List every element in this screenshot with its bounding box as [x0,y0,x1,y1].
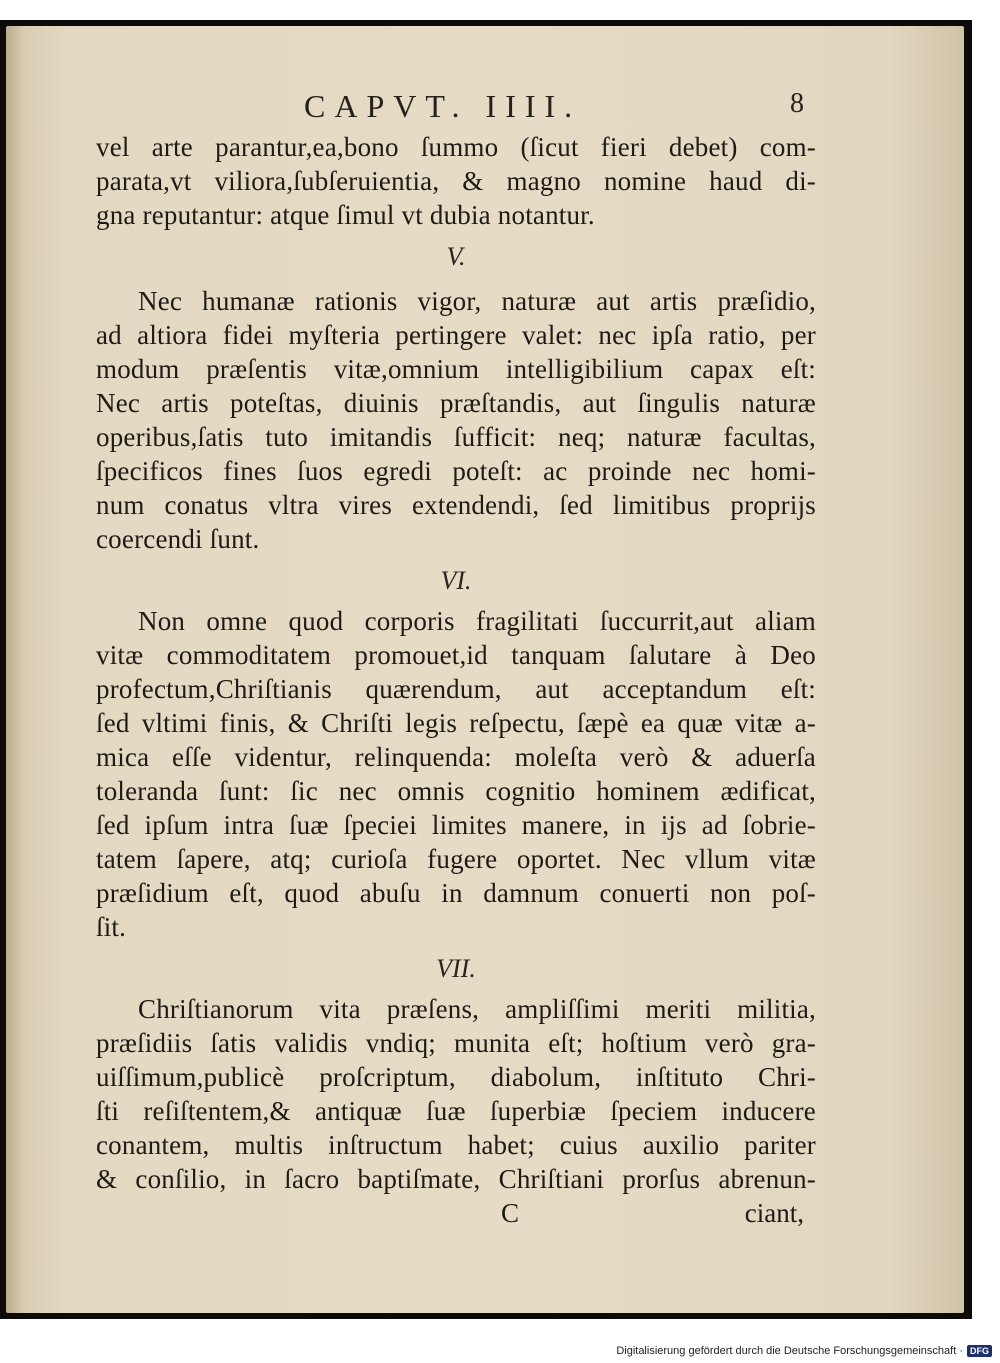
section-heading: VII. [436,954,476,983]
text-line: tatem ſapere, atq; curioſa fugere oportet. Nec vllum vitæ [96,844,816,874]
digitization-credit [616,1339,1000,1363]
page-number: 8 [790,88,804,119]
text-line: conantem, multis inſtructum habet; cuius auxilio pariter [96,1130,816,1160]
text-line: parata,vt viliora,ſubſeruientia, & magno nomine haud di- [96,166,816,196]
page-footer [96,1196,816,1230]
text-line: operibus,ſatis tuto imitandis ſufficit: neq; naturæ facultas, [96,422,816,452]
text-line: ſed ipſum intra ſuæ ſpeciei limites manere, in ijs ad ſobrie- [96,810,816,840]
text-line: vel arte parantur,ea,bono ſummo (ſicut fieri debet) com- [96,132,816,162]
text-line: uiſſimum,publicè proſcriptum, diabolum, inſtituto Chri- [96,1062,816,1092]
text-line: toleranda ſunt: ſic nec omnis cognitio hominem ædificat, [96,776,816,806]
text-line: ſti reſiſtentem,& antiquæ ſuæ ſuperbiæ ſpeciem inducere [96,1096,816,1126]
section-heading: VI. [440,566,472,595]
text-line: præſidiis ſatis validis vndiq; munita eſt; hoſtium verò gra- [96,1028,816,1058]
scan-frame [0,20,972,1319]
text-line: ad altiora fidei myſteria pertingere valet: nec ipſa ratio, per [96,320,816,350]
catchword: ciant, [744,1198,804,1228]
text-line: Nec artis poteſtas, diuinis præſtandis, aut ſingulis naturæ [96,388,816,418]
text-line: Non omne quod corporis fragilitati ſuccurrit,aut aliam [138,606,816,636]
dfg-logo-icon: DFG [967,1345,992,1357]
text-line: ſpecificos fines ſuos egredi poteſt: ac proinde nec homi- [96,456,816,486]
intro-paragraph [96,130,816,232]
credit-text: Digitalisierung gefördert durch die Deutsche Forschungsgemeinschaft · [616,1345,963,1357]
text-line: gna reputantur: atque ſimul vt dubia notantur. [96,200,595,230]
text-line: coercendi ſunt. [96,524,260,554]
text-line: Chriſtianorum vita præſens, ampliſſimi meriti militia, [138,994,816,1024]
page-text-block [96,86,816,1230]
text-line: Nec humanæ rationis vigor, naturæ aut artis præſidio, [138,286,816,316]
section-vii [96,952,816,1196]
section-v [96,240,816,556]
text-line: vitæ commoditatem promouet,id tanquam ſalutare à Deo [96,640,816,670]
text-line: & conſilio, in ſacro baptiſmate, Chriſtiani prorſus abrenun- [96,1164,816,1194]
text-line: mica eſſe videntur, relinquenda: moleſta verò & aduerſa [96,742,816,772]
section-heading: V. [446,242,466,271]
text-line: num conatus vltra vires extendendi, ſed limitibus proprijs [96,490,816,520]
book-page [6,26,964,1313]
text-line: profectum,Chriſtianis quærendum, aut acceptandum eſt: [96,674,816,704]
section-vi [96,564,816,944]
running-head: CAPVT. IIII. [304,88,582,124]
text-line: præſidium eſt, quod abuſu in damnum conuerti non poſ- [96,878,816,908]
page-header [96,86,816,130]
text-line: modum præſentis vitæ,omnium intelligibilium capax eſt: [96,354,816,384]
signature-mark: C [501,1198,520,1228]
text-line: ſit. [96,912,127,942]
text-line: ſed vltimi finis, & Chriſti legis reſpectu, ſæpè ea quæ vitæ a- [96,708,816,738]
